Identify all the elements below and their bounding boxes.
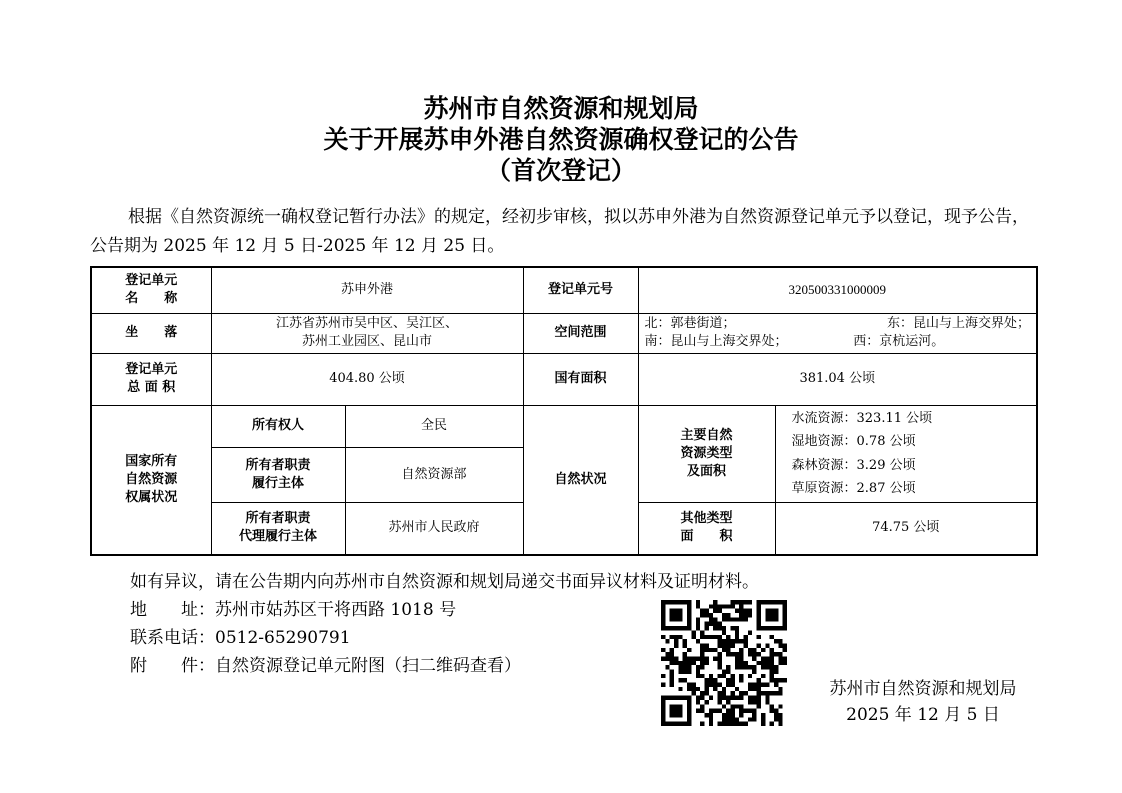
location-line2: 苏州工业园区、昆山市 xyxy=(302,334,433,349)
objection-note: 如有异议，请在公告期内向苏州市自然资源和规划局递交书面异议材料及证明材料。 xyxy=(130,572,759,592)
resource-wetland: 湿地资源：0.78 公顷 xyxy=(791,434,916,449)
scope-west: 西：京杭运河。 xyxy=(853,334,945,349)
unit-name-label-line1: 登记单元 xyxy=(125,273,178,289)
issue-date: 2025 年 12 月 5 日 xyxy=(846,705,1000,725)
owner-label: 所有权人 xyxy=(211,405,345,447)
location-line1: 江苏省苏州市吴中区、吴江区、 xyxy=(276,316,459,331)
other-type-label-line2: 面 积 xyxy=(680,529,733,545)
main-type-label-line3: 及面积 xyxy=(687,463,727,479)
intro-text: 根据《自然资源统一确权登记暂行办法》的规定，经初步审核，拟以苏申外港为自然资源登记单元予以登记，现予公告，公告期为 2025 年 12 月 5 日-2025 年 12 月 25 日。 xyxy=(90,207,1029,256)
other-type-label-line1: 其他类型 xyxy=(680,511,733,527)
total-area-label xyxy=(91,353,211,405)
other-area-value: 74.75 公顷 xyxy=(775,502,1037,555)
unit-no-label: 登记单元号 xyxy=(523,267,638,313)
agent-label-line1: 所有者职责 xyxy=(245,511,311,527)
resource-list xyxy=(775,405,1037,502)
signature-block xyxy=(807,676,1039,728)
phone-line: 联系电话：0512-65290791 xyxy=(130,628,351,648)
scope-value xyxy=(638,313,1037,353)
agent-value: 苏州市人民政府 xyxy=(345,502,523,555)
nature-label: 自然状况 xyxy=(523,405,638,555)
other-type-label xyxy=(638,502,775,555)
duty-value: 自然资源部 xyxy=(345,447,523,502)
ownership-label-line1: 国家所有 xyxy=(125,453,178,469)
ownership-label-line2: 自然资源 xyxy=(125,471,178,487)
resource-grassland: 草原资源：2.87 公顷 xyxy=(791,481,916,496)
resource-water: 水流资源：323.11 公顷 xyxy=(791,410,933,426)
agent-label xyxy=(211,502,345,555)
location-label: 坐 落 xyxy=(91,313,211,353)
total-area-label-line2: 总 面 积 xyxy=(127,380,176,395)
total-area-value: 404.80 公顷 xyxy=(211,353,523,405)
duty-label xyxy=(211,447,345,502)
state-area-value: 381.04 公顷 xyxy=(638,353,1037,405)
scope-north: 北：郭巷街道； xyxy=(644,316,736,331)
notice-title xyxy=(0,93,1122,186)
total-area-label-line1: 登记单元 xyxy=(125,362,178,377)
attachment-line: 附 件：自然资源登记单元附图（扫二维码查看） xyxy=(130,656,521,676)
registration-table xyxy=(90,266,1038,556)
scope-east: 东：昆山与上海交界处； xyxy=(887,316,1031,331)
unit-no-value: 320500331000009 xyxy=(638,267,1037,313)
scope-south: 南：昆山与上海交界处； xyxy=(644,334,788,349)
qr-code-icon[interactable] xyxy=(661,600,787,726)
main-type-label-line1: 主要自然 xyxy=(680,427,733,443)
scope-label: 空间范围 xyxy=(523,313,638,353)
issuing-org: 苏州市自然资源和规划局 xyxy=(829,679,1017,699)
ownership-label-line3: 权属状况 xyxy=(125,489,178,505)
address-line: 地 址：苏州市姑苏区干将西路 1018 号 xyxy=(130,600,457,620)
title-line-1: 苏州市自然资源和规划局 xyxy=(423,94,699,123)
duty-label-line2: 履行主体 xyxy=(251,475,304,491)
resource-forest: 森林资源：3.29 公顷 xyxy=(791,457,916,473)
main-type-label-line2: 资源类型 xyxy=(680,445,733,461)
unit-name-value: 苏申外港 xyxy=(211,267,523,313)
location-value xyxy=(211,313,523,353)
intro-paragraph xyxy=(90,203,1040,261)
title-line-2: 关于开展苏申外港自然资源确权登记的公告 xyxy=(323,125,799,154)
agent-label-line2: 代理履行主体 xyxy=(238,529,317,545)
duty-label-line1: 所有者职责 xyxy=(245,457,311,473)
unit-name-label xyxy=(91,267,211,313)
state-area-label: 国有面积 xyxy=(523,353,638,405)
unit-name-label-line2: 名 称 xyxy=(125,291,178,307)
owner-value: 全民 xyxy=(345,405,523,447)
title-line-3: （首次登记） xyxy=(485,156,636,185)
ownership-label xyxy=(91,405,211,555)
main-type-label xyxy=(638,405,775,502)
